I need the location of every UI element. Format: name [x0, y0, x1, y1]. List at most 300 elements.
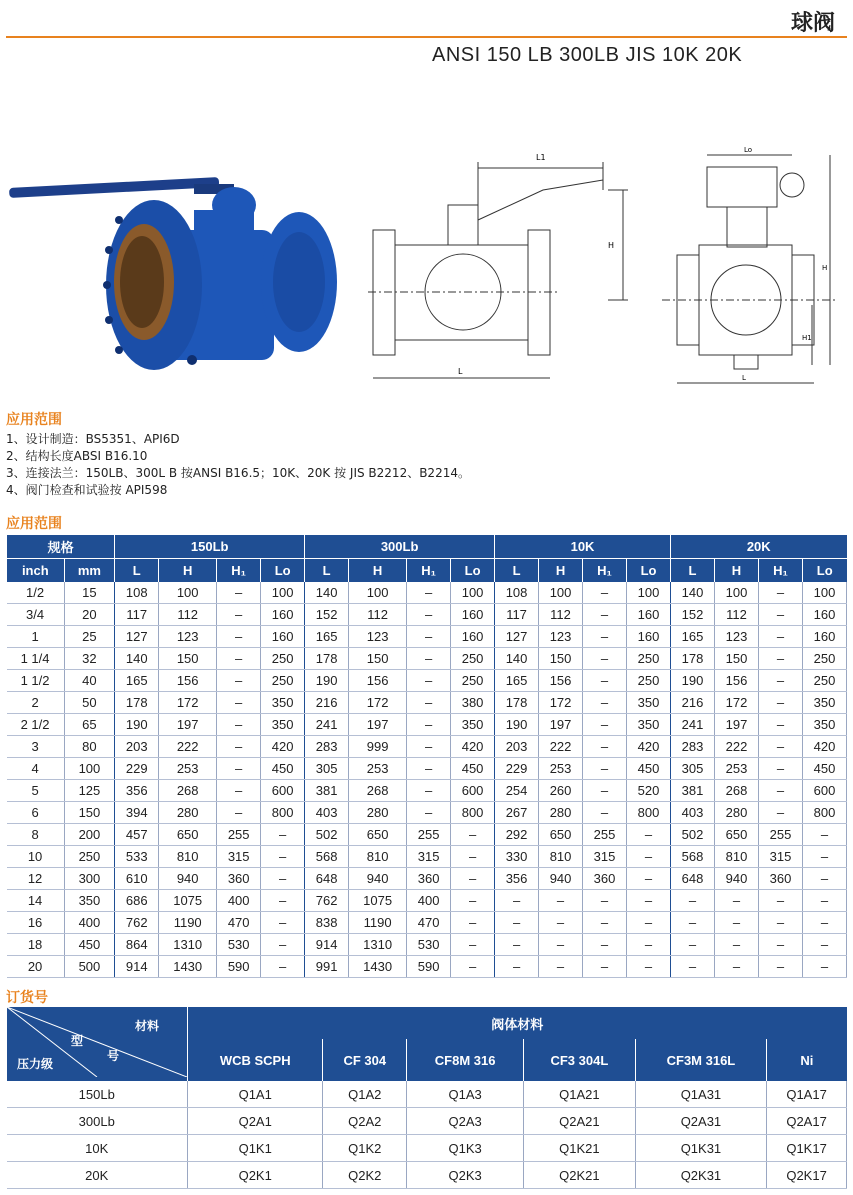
table-cell: 502 — [305, 824, 349, 846]
corner-type-label: 型 — [71, 1034, 84, 1048]
table-cell: – — [802, 956, 846, 978]
table-cell: 150 — [349, 648, 407, 670]
table-cell: – — [217, 802, 261, 824]
table-cell: 178 — [671, 648, 715, 670]
table-cell: 250 — [802, 670, 846, 692]
table-cell: 156 — [159, 670, 217, 692]
dim-label-lo: Lo — [744, 146, 753, 154]
table-cell: 80 — [64, 736, 115, 758]
dim-label-h1: H1 — [802, 334, 812, 342]
table-cell: 160 — [451, 604, 495, 626]
table-cell: 190 — [495, 714, 539, 736]
table-cell: 250 — [451, 648, 495, 670]
table-cell: 590 — [217, 956, 261, 978]
standards-subtitle: ANSI 150 LB 300LB JIS 10K 20K — [432, 44, 743, 66]
table-cell: – — [451, 824, 495, 846]
table-cell: – — [217, 670, 261, 692]
group-header: 150Lb — [115, 535, 305, 559]
table-cell: – — [583, 934, 627, 956]
table-cell: 112 — [349, 604, 407, 626]
table-cell: 280 — [539, 802, 583, 824]
table-cell: 1 1/2 — [7, 670, 65, 692]
table-cell: – — [758, 912, 802, 934]
table-cell: – — [627, 912, 671, 934]
material-header: CF8M 316 — [407, 1039, 524, 1081]
table-cell: 315 — [407, 846, 451, 868]
table-cell: 356 — [115, 780, 159, 802]
table-cell: 172 — [539, 692, 583, 714]
table-row — [7, 868, 847, 890]
table-cell: 350 — [64, 890, 115, 912]
table-cell: 2 1/2 — [7, 714, 65, 736]
table-cell: – — [714, 956, 758, 978]
table-row — [7, 626, 847, 648]
order-code-cell: Q2K1 — [188, 1162, 323, 1189]
table-cell: 250 — [627, 648, 671, 670]
table-cell: 360 — [583, 868, 627, 890]
valve-elevation-drawing — [368, 150, 630, 385]
table-cell: 533 — [115, 846, 159, 868]
table-cell: 222 — [539, 736, 583, 758]
table-cell: – — [407, 714, 451, 736]
column-header: Lo — [627, 559, 671, 583]
table-cell: 380 — [451, 692, 495, 714]
table-cell: 838 — [305, 912, 349, 934]
table-cell: – — [407, 736, 451, 758]
table-cell: 1430 — [349, 956, 407, 978]
table-cell: 800 — [627, 802, 671, 824]
table-cell: – — [217, 780, 261, 802]
table-cell: – — [758, 802, 802, 824]
table-cell: 315 — [583, 846, 627, 868]
table-cell: 530 — [217, 934, 261, 956]
column-header: L — [305, 559, 349, 583]
column-header: H — [539, 559, 583, 583]
order-code-cell: Q1A2 — [323, 1081, 407, 1108]
table-cell: 123 — [539, 626, 583, 648]
table-cell: – — [451, 868, 495, 890]
table-cell: 229 — [495, 758, 539, 780]
table-row — [7, 714, 847, 736]
table-cell: – — [217, 714, 261, 736]
table-cell: 1190 — [349, 912, 407, 934]
table-cell: – — [583, 626, 627, 648]
body-material-header: 阀体材料 — [188, 1007, 847, 1039]
table-cell: 800 — [261, 802, 305, 824]
table-cell: 156 — [714, 670, 758, 692]
column-header: H — [349, 559, 407, 583]
table-cell: 20 — [7, 956, 65, 978]
table-cell: – — [583, 912, 627, 934]
table-cell: 125 — [64, 780, 115, 802]
table-cell: 160 — [627, 604, 671, 626]
table-cell: 450 — [802, 758, 846, 780]
table-cell: – — [758, 956, 802, 978]
table-cell: – — [583, 956, 627, 978]
column-header: H₁ — [583, 559, 627, 583]
table-cell: 3 — [7, 736, 65, 758]
table-cell: – — [758, 670, 802, 692]
table-cell: 360 — [407, 868, 451, 890]
order-code-cell: Q2A2 — [323, 1108, 407, 1135]
material-header: CF 304 — [323, 1039, 407, 1081]
table-cell: 255 — [758, 824, 802, 846]
table-cell: 356 — [495, 868, 539, 890]
header-rule — [6, 36, 847, 38]
corner-pressure-label: 压力级 — [17, 1057, 54, 1071]
table-row — [7, 934, 847, 956]
pressure-class-cell: 300Lb — [7, 1108, 188, 1135]
order-code-cell: Q2K31 — [635, 1162, 766, 1189]
table-cell: 600 — [802, 780, 846, 802]
table-cell: 330 — [495, 846, 539, 868]
note-item: 1、设计制造：BS5351、API6D — [6, 432, 180, 446]
table-cell: – — [758, 736, 802, 758]
table-cell: 112 — [539, 604, 583, 626]
dimension-table — [6, 535, 847, 978]
table-cell: 150 — [159, 648, 217, 670]
table-cell: – — [583, 780, 627, 802]
table-cell: 381 — [305, 780, 349, 802]
table-cell: 127 — [115, 626, 159, 648]
table-cell: 15 — [64, 582, 115, 604]
table-cell: 140 — [305, 582, 349, 604]
table-cell: – — [758, 780, 802, 802]
column-header: H — [714, 559, 758, 583]
table-cell: 999 — [349, 736, 407, 758]
table-cell: 360 — [217, 868, 261, 890]
table-cell: – — [451, 912, 495, 934]
table-cell: 280 — [159, 802, 217, 824]
table-row — [7, 758, 847, 780]
table-cell: 4 — [7, 758, 65, 780]
page-title: 球阀 — [790, 11, 835, 36]
table-cell: 810 — [714, 846, 758, 868]
table-cell: 810 — [539, 846, 583, 868]
column-header: L — [671, 559, 715, 583]
table-cell: – — [539, 934, 583, 956]
table-cell: 568 — [671, 846, 715, 868]
table-cell: 160 — [802, 604, 846, 626]
table-cell: 14 — [7, 890, 65, 912]
table-cell: 190 — [305, 670, 349, 692]
order-code-cell: Q1K2 — [323, 1135, 407, 1162]
table-cell: 190 — [115, 714, 159, 736]
table-cell: – — [495, 956, 539, 978]
order-code-cell: Q2K2 — [323, 1162, 407, 1189]
table-cell: 117 — [495, 604, 539, 626]
table-cell: 1310 — [159, 934, 217, 956]
table-cell: 350 — [802, 692, 846, 714]
table-cell: – — [407, 582, 451, 604]
table-cell: 250 — [627, 670, 671, 692]
table-cell: 127 — [495, 626, 539, 648]
table-cell: 1075 — [159, 890, 217, 912]
table-cell: – — [627, 824, 671, 846]
table-cell: – — [495, 912, 539, 934]
column-header: H₁ — [407, 559, 451, 583]
table-cell: 350 — [627, 692, 671, 714]
table-cell: 100 — [64, 758, 115, 780]
table-cell: 8 — [7, 824, 65, 846]
table-cell: – — [758, 890, 802, 912]
table-cell: 268 — [714, 780, 758, 802]
table-cell: 5 — [7, 780, 65, 802]
table-cell: 250 — [451, 670, 495, 692]
table-cell: – — [802, 934, 846, 956]
table-cell: 100 — [159, 582, 217, 604]
table-cell: 610 — [115, 868, 159, 890]
table-cell: 864 — [115, 934, 159, 956]
table-cell: 940 — [539, 868, 583, 890]
table-cell: – — [495, 890, 539, 912]
table-cell: – — [407, 780, 451, 802]
table-cell: – — [758, 582, 802, 604]
valve-photo — [4, 170, 344, 385]
table-cell: 250 — [261, 670, 305, 692]
table-cell: 762 — [305, 890, 349, 912]
table-cell: 16 — [7, 912, 65, 934]
table-cell: 470 — [217, 912, 261, 934]
column-header: Lo — [261, 559, 305, 583]
table-cell: 350 — [261, 714, 305, 736]
table-cell: 648 — [671, 868, 715, 890]
note-item: 2、结构长度ABSI B16.10 — [6, 449, 148, 463]
table-cell: 140 — [671, 582, 715, 604]
table-cell: 686 — [115, 890, 159, 912]
table-row — [7, 670, 847, 692]
order-code-table — [6, 1007, 847, 1189]
table-cell: – — [758, 692, 802, 714]
table-cell: – — [583, 670, 627, 692]
table-cell: 165 — [305, 626, 349, 648]
table-cell: – — [758, 604, 802, 626]
dim-label-l-geared: L — [742, 374, 746, 382]
dim-label-h: H — [608, 241, 615, 250]
table-cell: – — [261, 890, 305, 912]
corner-material-label: 材料 — [134, 1019, 159, 1033]
table-cell: 160 — [627, 626, 671, 648]
table-cell: 350 — [261, 692, 305, 714]
table-cell: 253 — [159, 758, 217, 780]
table-cell: 20 — [64, 604, 115, 626]
table-cell: 255 — [407, 824, 451, 846]
table-cell: – — [758, 758, 802, 780]
table-cell: 1 1/4 — [7, 648, 65, 670]
table-cell: – — [671, 890, 715, 912]
table-row — [7, 582, 847, 604]
table-cell: 241 — [671, 714, 715, 736]
table-cell: – — [583, 736, 627, 758]
table-cell: – — [261, 868, 305, 890]
table-row — [7, 802, 847, 824]
table-cell: – — [261, 934, 305, 956]
table-cell: 2 — [7, 692, 65, 714]
order-code-cell: Q1K3 — [407, 1135, 524, 1162]
column-header: L — [115, 559, 159, 583]
table-cell: 100 — [349, 582, 407, 604]
table-cell: – — [539, 956, 583, 978]
table-cell: 250 — [64, 846, 115, 868]
table-cell: – — [583, 758, 627, 780]
group-header: 规格 — [7, 535, 115, 559]
table-cell: – — [495, 934, 539, 956]
table-cell: 197 — [539, 714, 583, 736]
material-header: WCB SCPH — [188, 1039, 323, 1081]
table-cell: 100 — [714, 582, 758, 604]
table-cell: 800 — [802, 802, 846, 824]
table-cell: 152 — [671, 604, 715, 626]
table-cell: 600 — [451, 780, 495, 802]
table-cell: 140 — [115, 648, 159, 670]
table-cell: – — [627, 890, 671, 912]
table-cell: 502 — [671, 824, 715, 846]
table-cell: 222 — [159, 736, 217, 758]
table-row — [7, 846, 847, 868]
table-cell: 156 — [349, 670, 407, 692]
corner-number-label: 号 — [107, 1049, 120, 1063]
order-code-cell: Q1K17 — [767, 1135, 847, 1162]
table-cell: 457 — [115, 824, 159, 846]
order-code-cell: Q1A17 — [767, 1081, 847, 1108]
order-code-cell: Q1K1 — [188, 1135, 323, 1162]
table-cell: – — [758, 714, 802, 736]
table-cell: – — [261, 956, 305, 978]
table-cell: 190 — [671, 670, 715, 692]
table-cell: – — [407, 648, 451, 670]
table-cell: – — [539, 912, 583, 934]
table-cell: – — [714, 912, 758, 934]
table-cell: 315 — [758, 846, 802, 868]
geared-valve-drawing — [662, 145, 842, 390]
table-cell: 112 — [714, 604, 758, 626]
table-row — [7, 1081, 847, 1108]
table-cell: 197 — [714, 714, 758, 736]
table-cell: 381 — [671, 780, 715, 802]
table-corner — [7, 1007, 188, 1081]
column-header: L — [495, 559, 539, 583]
material-header: CF3M 316L — [635, 1039, 766, 1081]
column-header: Lo — [451, 559, 495, 583]
table-cell: – — [802, 824, 846, 846]
column-header: Lo — [802, 559, 846, 583]
table-cell: 650 — [539, 824, 583, 846]
table-cell: 648 — [305, 868, 349, 890]
dim-label-l: L — [458, 367, 463, 376]
table-cell: 650 — [349, 824, 407, 846]
group-header: 20K — [671, 535, 847, 559]
table-cell: 914 — [115, 956, 159, 978]
table-cell: – — [217, 626, 261, 648]
table-cell: 108 — [495, 582, 539, 604]
table-cell: 222 — [714, 736, 758, 758]
table-cell: 200 — [64, 824, 115, 846]
table-cell: – — [451, 956, 495, 978]
table-row — [7, 956, 847, 978]
order-code-cell: Q1A3 — [407, 1081, 524, 1108]
table-cell: 50 — [64, 692, 115, 714]
table-cell: 315 — [217, 846, 261, 868]
table-cell: 350 — [451, 714, 495, 736]
table-cell: – — [583, 890, 627, 912]
table-cell: 100 — [539, 582, 583, 604]
table-row — [7, 912, 847, 934]
table-cell: – — [217, 736, 261, 758]
table-cell: 100 — [451, 582, 495, 604]
table-cell: 123 — [159, 626, 217, 648]
table-cell: 260 — [539, 780, 583, 802]
table-cell: 112 — [159, 604, 217, 626]
table-cell: 914 — [305, 934, 349, 956]
pressure-class-cell: 20K — [7, 1162, 188, 1189]
table-cell: 18 — [7, 934, 65, 956]
table-cell: 150 — [64, 802, 115, 824]
table-row — [7, 1162, 847, 1189]
section-heading-order: 订货号 — [6, 990, 48, 1006]
table-cell: 520 — [627, 780, 671, 802]
table-cell: – — [758, 626, 802, 648]
table-cell: 403 — [671, 802, 715, 824]
table-row — [7, 1108, 847, 1135]
table-cell: 360 — [758, 868, 802, 890]
table-cell: 1310 — [349, 934, 407, 956]
table-cell: – — [802, 890, 846, 912]
table-cell: 450 — [451, 758, 495, 780]
table-cell: 530 — [407, 934, 451, 956]
table-cell: 1190 — [159, 912, 217, 934]
table-cell: 172 — [349, 692, 407, 714]
pressure-class-cell: 10K — [7, 1135, 188, 1162]
table-cell: – — [802, 868, 846, 890]
table-cell: 197 — [159, 714, 217, 736]
table-cell: 152 — [305, 604, 349, 626]
order-code-cell: Q2K17 — [767, 1162, 847, 1189]
table-cell: 450 — [64, 934, 115, 956]
table-cell: 160 — [261, 604, 305, 626]
table-cell: 10 — [7, 846, 65, 868]
order-code-cell: Q2A1 — [188, 1108, 323, 1135]
table-cell: 150 — [714, 648, 758, 670]
table-cell: 197 — [349, 714, 407, 736]
table-cell: 1 — [7, 626, 65, 648]
table-cell: 250 — [261, 648, 305, 670]
table-cell: – — [802, 912, 846, 934]
table-cell: 160 — [802, 626, 846, 648]
dim-label-l1: L1 — [536, 153, 546, 162]
section-heading-application: 应用范围 — [6, 412, 62, 428]
table-cell: 283 — [305, 736, 349, 758]
table-row — [7, 604, 847, 626]
table-cell: 650 — [159, 824, 217, 846]
table-cell: 267 — [495, 802, 539, 824]
table-cell: 255 — [217, 824, 261, 846]
note-item: 4、阀门检查和试验按 API598 — [6, 483, 168, 497]
table-cell: 420 — [627, 736, 671, 758]
table-cell: 940 — [159, 868, 217, 890]
table-cell: – — [802, 846, 846, 868]
table-cell: – — [714, 890, 758, 912]
table-cell: – — [583, 648, 627, 670]
column-header: H — [159, 559, 217, 583]
table-cell: 216 — [305, 692, 349, 714]
table-cell: 253 — [349, 758, 407, 780]
table-cell: 140 — [495, 648, 539, 670]
table-cell: 178 — [305, 648, 349, 670]
table-cell: – — [627, 934, 671, 956]
table-cell: – — [407, 604, 451, 626]
table-cell: – — [217, 582, 261, 604]
table-cell: 991 — [305, 956, 349, 978]
